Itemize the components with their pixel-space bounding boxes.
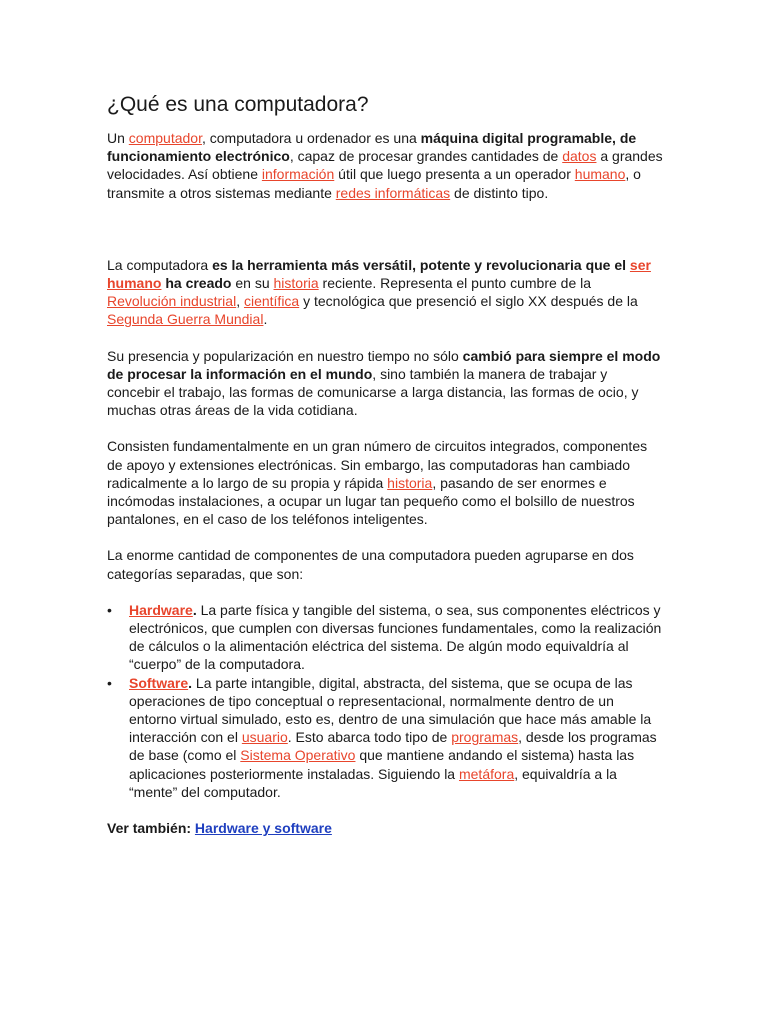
link-historia-2[interactable]: historia [387,474,433,491]
link-redes-informaticas[interactable]: redes informáticas [335,184,451,201]
see-also-label: Ver también: [107,820,195,837]
text: y tecnológica que presenció el siglo XX después de la [299,293,638,310]
link-software[interactable]: Software [129,674,189,691]
link-computador[interactable]: computador [128,130,202,146]
see-also [107,819,663,837]
paragraph-componentes: La enorme cantidad de componentes de una computadora pueden agruparse en dos categorías separadas, que son: [107,547,634,582]
link-ser-humano[interactable]: ser humano [107,256,651,292]
paragraph-circuitos [107,437,663,528]
text: , equivaldría a la “mente” del computador. [129,765,617,800]
link-usuario[interactable]: usuario [241,729,288,746]
categories-list [107,601,663,801]
bold-text: . [188,674,193,691]
text: de distinto tipo. [450,184,549,201]
link-programas[interactable]: programas [451,729,519,746]
text: Un [107,130,129,146]
text: , capaz de procesar grandes cantidades de [289,148,563,165]
spacer [107,329,663,347]
bold-text: cambió para siempre el modo de procesar la información en el mundo [107,347,661,382]
link-sistema-operativo[interactable]: Sistema Operativo [240,747,356,764]
link-humano[interactable]: humano [574,166,626,183]
paragraph-intro [107,129,663,202]
spacer [107,583,663,601]
spacer [107,528,663,546]
text: Su presencia y popularización en nuestro tiempo no sólo [107,347,463,364]
spacer [107,202,663,256]
link-informacion[interactable]: información [261,166,335,183]
text: reciente. Representa el punto cumbre de la [318,275,592,292]
text: . Esto abarca todo tipo de [287,729,452,746]
text: , desde los programas de base (como el [129,729,657,764]
link-hardware-y-software[interactable]: Hardware y software [194,820,332,837]
page-title: ¿Qué es una computadora? [107,93,369,116]
text: , o transmite a otros sistemas mediante [107,166,641,201]
text: La computadora [107,256,213,273]
paragraph-presencia [107,347,663,420]
text: , [236,293,244,310]
text: útil que luego presenta a un operador [334,166,575,183]
bold-text: ha creado [161,275,232,292]
text: en su [231,275,274,292]
link-segunda-guerra-mundial[interactable]: Segunda Guerra Mundial [107,311,264,328]
text: a grandes velocidades. Así obtiene [107,148,663,183]
link-historia[interactable]: historia [273,275,319,292]
article-body [107,92,663,837]
text: , pasando de ser enormes e incómodas instalaciones, a ocupar un lugar tan pequeño como el bolsillo de nuestros pantalones, en el caso de los teléfonos inteligentes. [107,474,635,528]
text: . [263,311,268,328]
paragraph-herramienta [107,256,663,329]
link-datos[interactable]: datos [562,148,597,165]
text: Consisten fundamentalmente en un gran número de circuitos integrados, componentes de apoyo y extensiones electrónicas. Sin embargo, las computadoras han cambiado radicalmente a lo largo de su propia y rápida [107,438,648,491]
spacer [107,419,663,437]
text: , sino también la manera de trabajar y concebir el trabajo, las formas de comunicarse a larga distancia, las formas de ocio, y muchas otras áreas de la vida cotidiana. [107,365,639,419]
link-cientifica[interactable]: científica [243,293,300,310]
text: que mantiene andando el sistema) hasta las aplicaciones posteriormente instaladas. Siguiendo la [129,747,635,782]
link-hardware[interactable]: Hardware [129,601,193,618]
text: , computadora u ordenador es una [201,130,421,146]
text: La parte intangible, digital, abstracta, del sistema, que se ocupa de las operaciones de tipo conceptual o representacional, normalmente dentro de un entorno virtual simulado, esto es, dentro de una simulación que hace más amable la interacción con el [129,674,652,746]
text: La parte física y tangible del sistema, o sea, sus componentes eléctricos y electrónicos, que cumplen con diversas funciones fundamentales, como la realización de cálculos o la alimentación eléctrica del sistema. De algún modo equivaldría al “cuerpo” de la computadora. [129,601,662,673]
link-revolucion-industrial[interactable]: Revolución industrial [107,293,237,310]
list-item-software [129,674,663,801]
bold-text: . [192,601,197,618]
link-metafora[interactable]: metáfora [458,765,515,782]
bold-text: máquina digital programable, de funcionamiento electrónico [107,130,637,165]
list-item-hardware [129,601,663,674]
bold-text: es la herramienta más versátil, potente y revolucionaria que el [212,256,630,273]
